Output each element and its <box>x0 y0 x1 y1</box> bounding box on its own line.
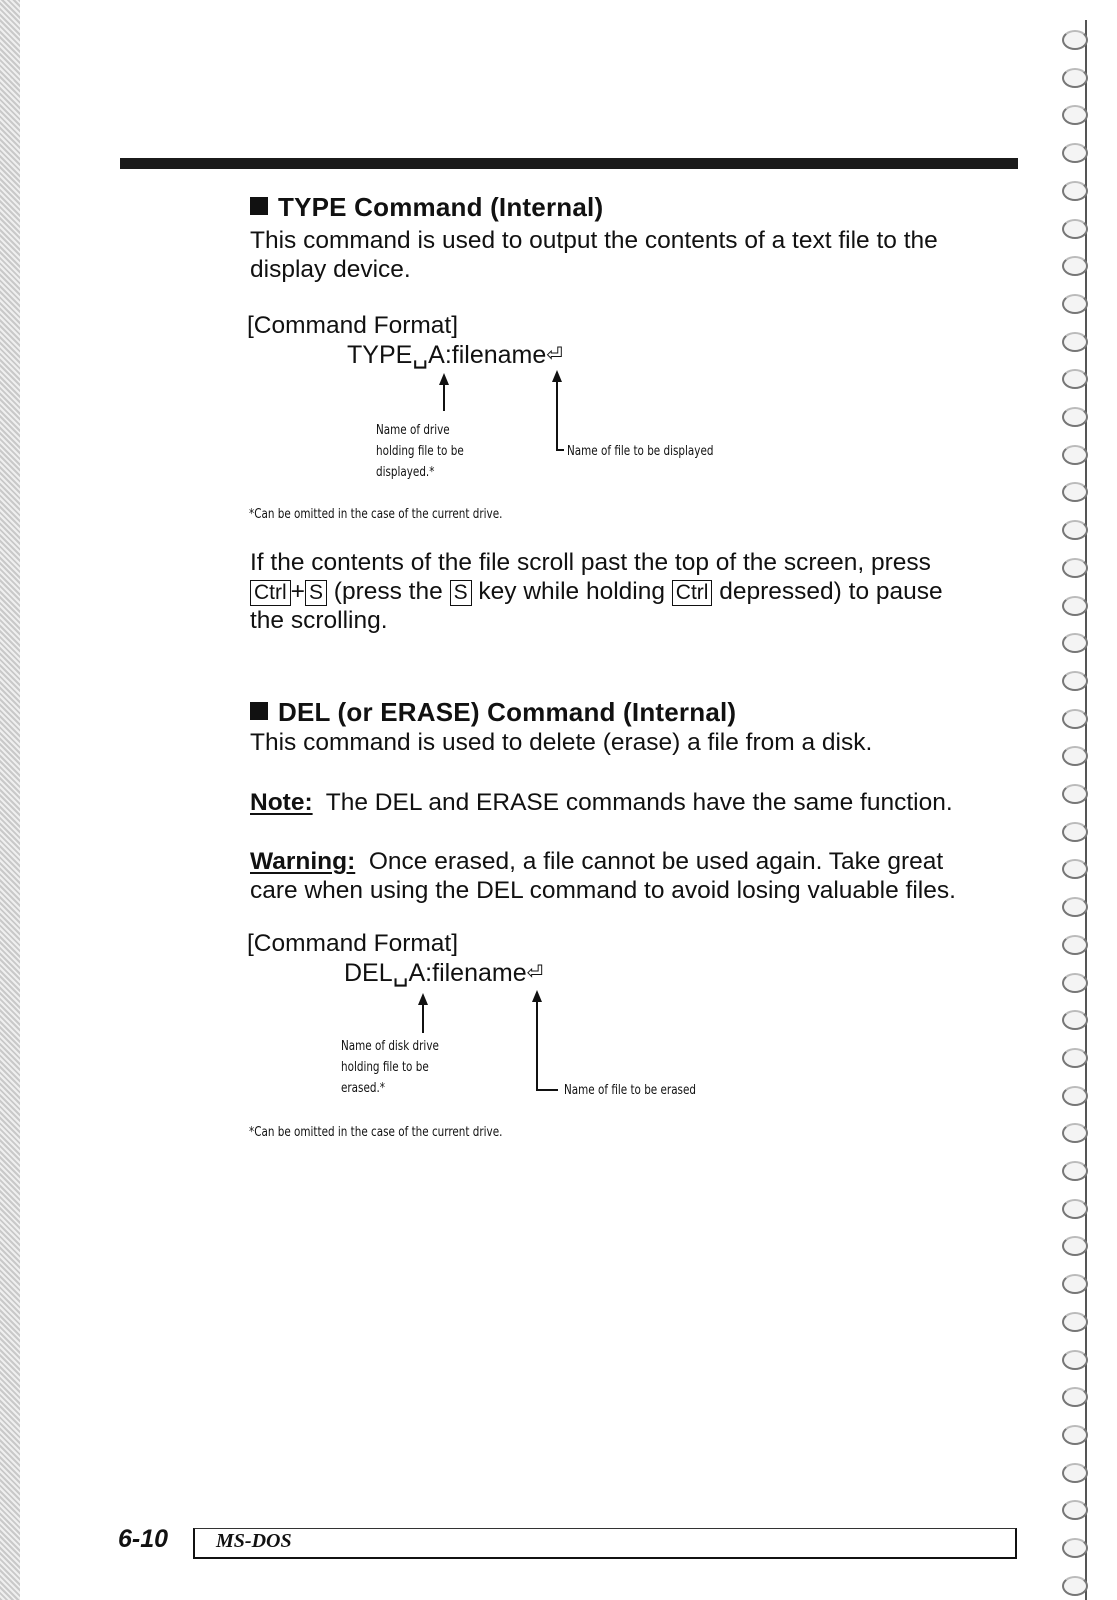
annotation-line: holding file to be <box>376 444 464 459</box>
binding-ring <box>1062 1048 1088 1068</box>
warning-label: Warning: <box>250 848 356 875</box>
binding-ring <box>1062 105 1088 125</box>
binding-ring <box>1062 709 1088 729</box>
binding-ring <box>1062 633 1088 653</box>
s-key: S <box>450 580 472 606</box>
file-pointer-line <box>556 380 558 450</box>
binding-ring <box>1062 30 1088 50</box>
binding-ring <box>1062 1123 1088 1143</box>
s-key: S <box>305 580 327 606</box>
del-command <box>344 958 543 988</box>
binding-ring <box>1062 935 1088 955</box>
page-number: 6-10 <box>118 1525 169 1553</box>
page-left-edge <box>0 0 20 1600</box>
footer-box <box>193 1528 1017 1559</box>
binding-ring <box>1062 1274 1088 1294</box>
annotation-line: holding file to be <box>341 1060 429 1075</box>
scroll-text-line <box>250 577 1020 606</box>
binding-ring <box>1062 973 1088 993</box>
annotation-line: erased.* <box>341 1081 385 1096</box>
square-bullet-icon <box>250 197 268 215</box>
binding-ring <box>1062 332 1088 352</box>
annotation-line: Name of drive <box>376 423 450 438</box>
binding-ring <box>1062 181 1088 201</box>
annotation-line: Name of disk drive <box>341 1039 439 1054</box>
del-warning <box>250 847 1020 905</box>
binding-ring <box>1062 1010 1088 1030</box>
binding-ring <box>1062 369 1088 389</box>
footer-section-label: MS-DOS <box>216 1530 292 1552</box>
binding-ring <box>1062 558 1088 578</box>
type-heading-text: TYPE Command (Internal) <box>278 192 604 222</box>
binding-ring <box>1062 1387 1088 1407</box>
binding-ring <box>1062 746 1088 766</box>
type-footnote: *Can be omitted in the case of the current drive. <box>249 507 503 522</box>
binding-ring <box>1062 1199 1088 1219</box>
del-file-annotation: Name of file to be erased <box>564 1083 696 1098</box>
plus-sign: + <box>290 578 305 605</box>
scroll-text-line: If the contents of the file scroll past the top of the screen, press <box>250 549 931 576</box>
del-drive-annotation <box>341 1036 439 1099</box>
top-rule <box>120 158 1018 169</box>
return-key-icon: ⏎ <box>546 344 564 366</box>
binding-ring <box>1062 1463 1088 1483</box>
type-command-text: TYPE␣A:filename <box>347 341 547 369</box>
binding-ring <box>1062 407 1088 427</box>
warning-text: Once erased, a file cannot be used again. Take great <box>368 848 944 875</box>
binding-ring <box>1062 1312 1088 1332</box>
binding-ring <box>1062 822 1088 842</box>
file-pointer-tick <box>536 1089 558 1091</box>
binding-ring <box>1062 445 1088 465</box>
binding-ring <box>1062 1576 1088 1596</box>
del-heading-text: DEL (or ERASE) Command (Internal) <box>278 697 737 727</box>
binding-ring <box>1062 859 1088 879</box>
binding-ring <box>1062 1236 1088 1256</box>
del-heading <box>250 697 736 728</box>
annotation-line: displayed.* <box>376 465 435 480</box>
drive-pointer-line <box>443 383 445 411</box>
type-description: This command is used to output the contents of a text file to the display device. <box>250 227 938 283</box>
scroll-text: key while holding <box>471 578 672 605</box>
binding-ring <box>1062 784 1088 804</box>
binding-ring <box>1062 897 1088 917</box>
scroll-text-line: the scrolling. <box>250 607 388 634</box>
binding-ring <box>1062 1161 1088 1181</box>
ctrl-key: Ctrl <box>672 580 713 606</box>
return-key-icon: ⏎ <box>526 962 544 984</box>
binding-ring <box>1062 596 1088 616</box>
binding-ring <box>1062 1086 1088 1106</box>
note-label: Note: <box>250 789 313 816</box>
drive-pointer-line <box>422 1003 424 1033</box>
scroll-text: (press the <box>327 578 450 605</box>
note-text: The DEL and ERASE commands have the same function. <box>325 789 953 816</box>
ctrl-key: Ctrl <box>250 580 291 606</box>
binding-ring <box>1062 1538 1088 1558</box>
binding-ring <box>1062 1425 1088 1445</box>
binding-ring <box>1062 256 1088 276</box>
type-heading <box>250 192 603 223</box>
binding-ring <box>1062 671 1088 691</box>
binding-ring <box>1062 219 1088 239</box>
binding-ring <box>1062 68 1088 88</box>
del-note <box>250 788 1020 817</box>
binding-ring <box>1062 143 1088 163</box>
binding-ring <box>1062 520 1088 540</box>
del-description: This command is used to delete (erase) a file from a disk. <box>250 729 873 756</box>
type-drive-annotation <box>376 420 464 483</box>
binding-ring <box>1062 1350 1088 1370</box>
type-file-annotation: Name of file to be displayed <box>567 444 714 459</box>
square-bullet-icon <box>250 702 268 720</box>
binding-ring <box>1062 294 1088 314</box>
binding-ring <box>1062 1500 1088 1520</box>
type-format-label: [Command Format] <box>247 312 459 339</box>
del-command-text: DEL␣A:filename <box>344 959 527 987</box>
type-command <box>347 340 563 370</box>
scroll-text: depressed) to pause <box>712 578 943 605</box>
del-format-label: [Command Format] <box>247 930 459 957</box>
warning-text: care when using the DEL command to avoid losing valuable files. <box>250 877 956 904</box>
file-pointer-line <box>536 1000 538 1090</box>
del-footnote: *Can be omitted in the case of the current drive. <box>249 1125 503 1140</box>
binding-ring <box>1062 482 1088 502</box>
file-pointer-tick <box>556 449 564 451</box>
scroll-paragraph <box>250 548 1020 635</box>
